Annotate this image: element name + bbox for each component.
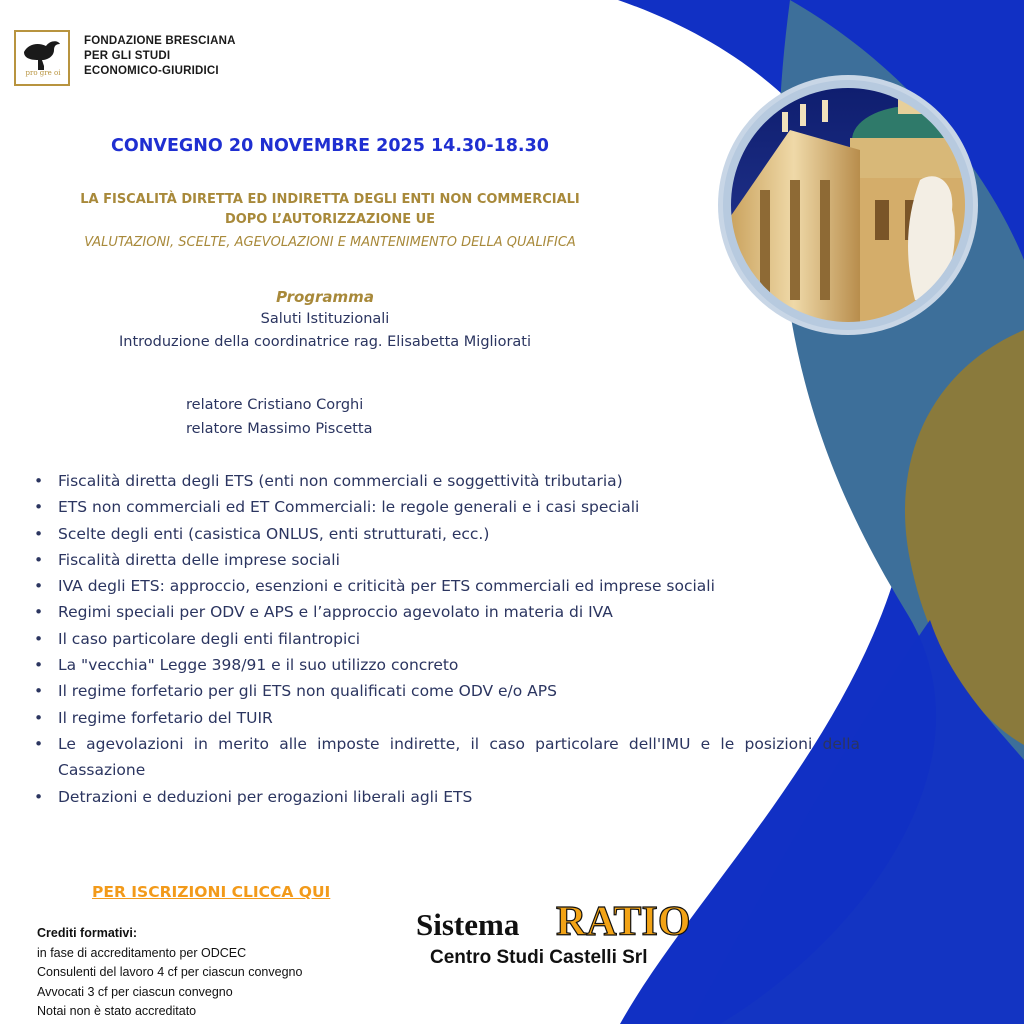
training-credits [37,924,302,1022]
event-subtitle: VALUTAZIONI, SCELTE, AGEVOLAZIONI E MANTENIMENTO DELLA QUALIFICA [84,235,576,250]
topic-item: • Le agevolazioni in merito alle imposte indirette, il caso particolare dell'IMU e le posizioni della Cassazione [58,731,860,784]
sponsor-word-ratio: RATIO [556,899,691,945]
logo-lettering: pro gre oi [25,69,61,77]
event-title-line2: DOPO L’AUTORIZZAZIONE UE [224,212,436,227]
speaker-1: relatore Cristiano Corghi [186,397,364,413]
org-name-line2: PER GLI STUDI [84,50,171,62]
credits-heading: Crediti formativi: [37,926,138,940]
topic-item: • Detrazioni e deduzioni per erogazioni liberali agli ETS [58,784,860,810]
org-name-line1: FONDAZIONE BRESCIANA [84,35,236,47]
credits-line: Consulenti del lavoro 4 cf per ciascun convegno [37,965,303,979]
organization-name [84,34,236,79]
bird-emblem-icon [16,32,68,84]
foundation-logo [14,30,70,86]
topic-item: • Il regime forfetario del TUIR [58,705,860,731]
topic-item: • La "vecchia" Legge 398/91 e il suo utilizzo concreto [58,652,860,678]
event-title-line1: LA FISCALITÀ DIRETTA ED INDIRETTA DEGLI ENTI NON COMMERCIALI [80,192,580,207]
credits-line: Notai non è stato accreditato [37,1004,197,1018]
event-date-heading: CONVEGNO 20 NOVEMBRE 2025 14.30-18.30 [111,136,549,156]
topic-item: • Fiscalità diretta degli ETS (enti non commerciali e soggettività tributaria) [58,468,860,494]
topic-item: • IVA degli ETS: approccio, esenzioni e criticità per ETS commerciali ed imprese sociali [58,573,860,599]
sistema-ratio-logo [414,893,694,973]
sponsor-subtitle: Centro Studi Castelli Srl [430,947,648,968]
topic-item: • Scelte degli enti (casistica ONLUS, enti strutturati, ecc.) [58,521,860,547]
sponsor-word-sistema: Sistema [416,907,520,942]
speakers-list [186,393,373,441]
registration-link[interactable]: PER ISCRIZIONI CLICCA QUI [92,883,331,901]
program-line-welcome: Saluti Istituzionali [260,311,390,327]
speaker-2: relatore Massimo Piscetta [186,421,373,437]
topics-list [32,468,860,810]
program-heading: Programma [276,288,374,306]
topic-item: • ETS non commerciali ed ET Commerciali: le regole generali e i casi speciali [58,494,860,520]
topic-item: • Il regime forfetario per gli ETS non qualificati come ODV e/o APS [58,678,860,704]
credits-line: in fase di accreditamento per ODCEC [37,945,247,960]
credits-line: Avvocati 3 cf per ciascun convegno [37,984,233,999]
topic-item: • Fiscalità diretta delle imprese sociali [58,547,860,573]
topic-item: • Regimi speciali per ODV e APS e l’approccio agevolato in materia di IVA [58,599,860,625]
org-name-line3: ECONOMICO-GIURIDICI [84,65,219,77]
program-line-introduction: Introduzione della coordinatrice rag. Elisabetta Migliorati [118,334,532,350]
topic-item: • Il caso particolare degli enti filantropici [58,626,860,652]
program-section [0,286,650,354]
event-title-block [0,190,660,254]
